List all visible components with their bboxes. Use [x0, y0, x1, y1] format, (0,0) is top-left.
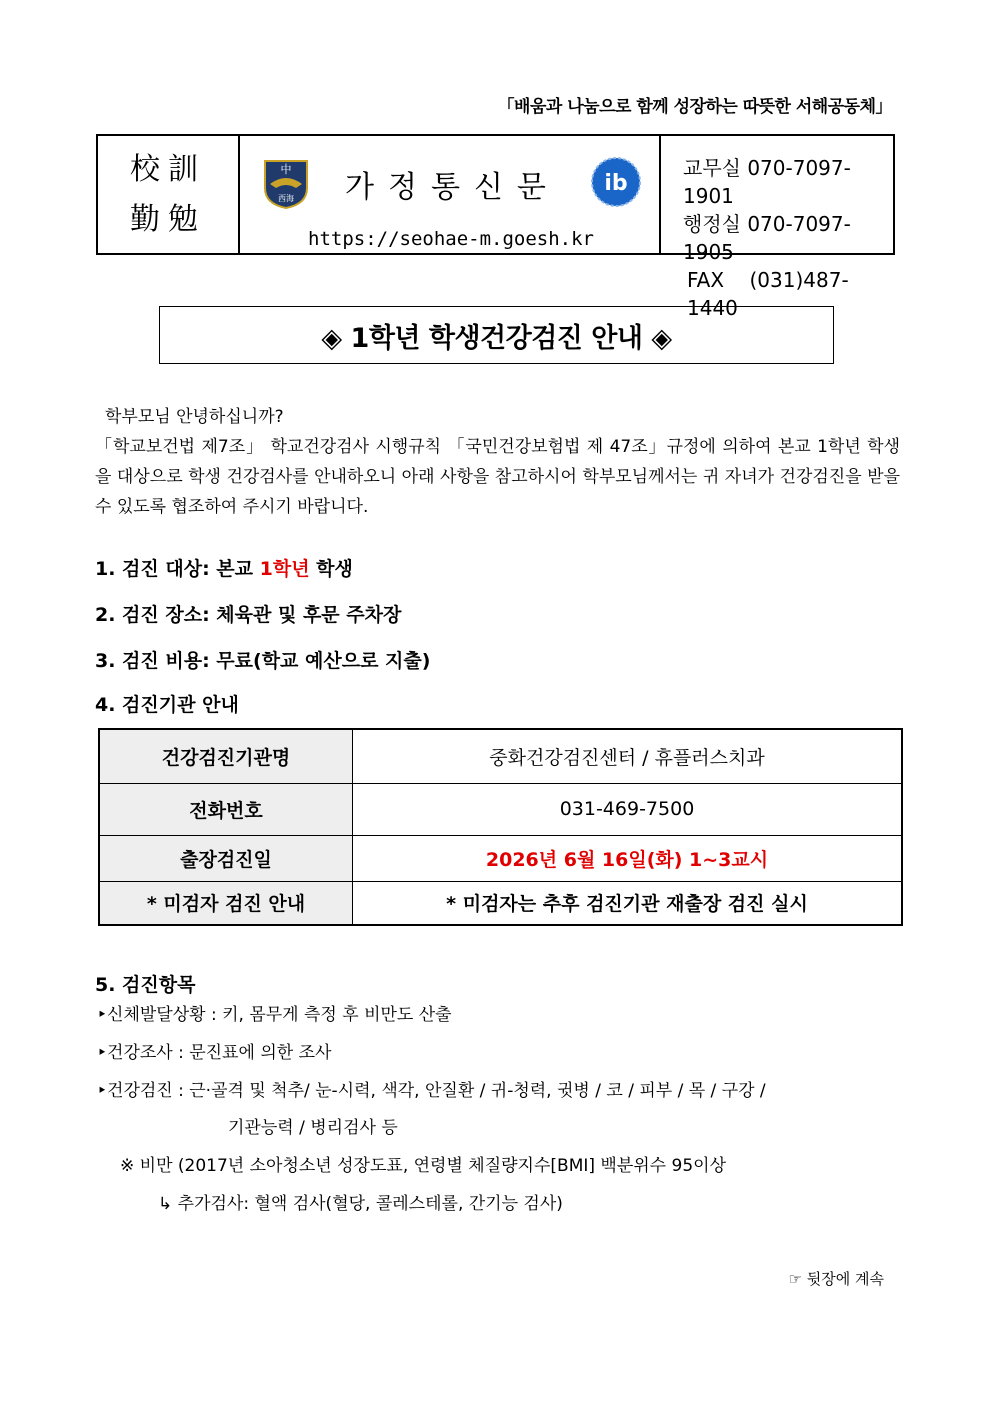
letter-title: 가정통신문 [345, 170, 560, 205]
item-institution: 4. 검진기관 안내 [95, 694, 239, 716]
table-label: 출장검진일 [99, 835, 353, 881]
item-target-highlight: 1학년 [259, 558, 310, 580]
list-item-continuation: 기관능력 / 병리검사 등 [228, 1118, 398, 1138]
table-value: 중화건강검진센터 / 휴플러스치과 [353, 729, 903, 783]
contact-value: 070-7097-1905 [683, 212, 851, 264]
item-target [95, 554, 353, 581]
motto-label: 校訓 [130, 151, 206, 187]
contact-value: 070-7097-1901 [683, 156, 851, 208]
emblem-subtext: 西海 [278, 194, 294, 203]
institution-table [98, 728, 903, 926]
contact-label: 교무실 [683, 156, 741, 180]
list-item: ‣신체발달상황 : 키, 몸무게 측정 후 비만도 산출 [97, 1005, 452, 1025]
table-row [99, 783, 902, 835]
contact-label: FAX [687, 268, 725, 292]
section5-heading: 5. 검진항목 [95, 974, 196, 996]
item-cost: 3. 검진 비용: 무료(학교 예산으로 지출) [95, 650, 431, 672]
item-location: 2. 검진 장소: 체육관 및 후문 주차장 [95, 604, 402, 626]
contact-value: (031)487-1440 [687, 268, 849, 320]
table-value: * 미검자는 추후 검진기관 재출장 검진 실시 [353, 881, 903, 925]
contact-info [661, 136, 893, 320]
emblem-text: 中 [280, 163, 292, 176]
list-item: ‣건강조사 : 문진표에 의한 조사 [97, 1043, 332, 1063]
table-row [99, 835, 902, 881]
letter-header [96, 134, 895, 320]
school-motto [98, 136, 240, 253]
school-slogan: 「배움과 나눔으로 함께 성장하는 따뜻한 서해공동체」 [497, 97, 892, 117]
continued-notice: ☞ 뒷장에 계속 [788, 1270, 884, 1288]
additional-test-note: ↳ 추가검사: 혈액 검사(혈당, 콜레스테롤, 간기능 검사) [158, 1194, 563, 1214]
table-label: * 미검자 검진 안내 [99, 881, 353, 925]
ib-logo-icon [590, 156, 642, 208]
contact-label: 행정실 [683, 212, 741, 236]
motto-value: 勤勉 [130, 201, 206, 237]
obesity-note: ※ 비만 (2017년 소아청소년 성장도표, 연령별 체질량지수[BMI] 백분위수 95이상 [120, 1156, 726, 1176]
table-value: 2026년 6월 16일(화) 1~3교시 [353, 835, 903, 881]
table-label: 전화번호 [99, 783, 353, 835]
greeting: 학부모님 안녕하십니까? [105, 407, 284, 427]
table-row [99, 729, 902, 783]
list-item: ‣건강검진 : 근·골격 및 척추/ 눈-시력, 색각, 안질환 / 귀-청력, 귓병 / 코 / 피부 / 목 / 구강 / [97, 1081, 766, 1101]
intro-body: 「학교보건법 제7조」 학교건강검사 시행규칙 「국민건강보험법 제 47조」규정에 의하여 본교 1학년 학생을 대상으로 학생 건강검사를 안내하오니 아래 사항을 참고하시어 학부모님께서는 귀 자녀가 건강검진을 받을 수 있도록 협조하여 주시기 바랍니다. [95, 437, 900, 517]
item-target-suffix: 학생 [309, 558, 353, 580]
contact-row [683, 210, 893, 266]
table-label: 건강검진기관명 [99, 729, 353, 783]
contact-row [683, 154, 893, 210]
school-website-link[interactable]: https://seohae-m.goesh.kr [308, 228, 594, 250]
item-target-prefix: 1. 검진 대상: 본교 [95, 558, 260, 580]
intro-paragraph [95, 402, 900, 522]
header-title-area [240, 136, 661, 253]
school-emblem-icon [262, 158, 310, 210]
document-title: ◈ 1학년 학생건강검진 안내 ◈ [159, 306, 834, 364]
ib-logo-text: ib [604, 171, 628, 196]
table-value: 031-469-7500 [353, 783, 903, 835]
table-row [99, 881, 902, 925]
